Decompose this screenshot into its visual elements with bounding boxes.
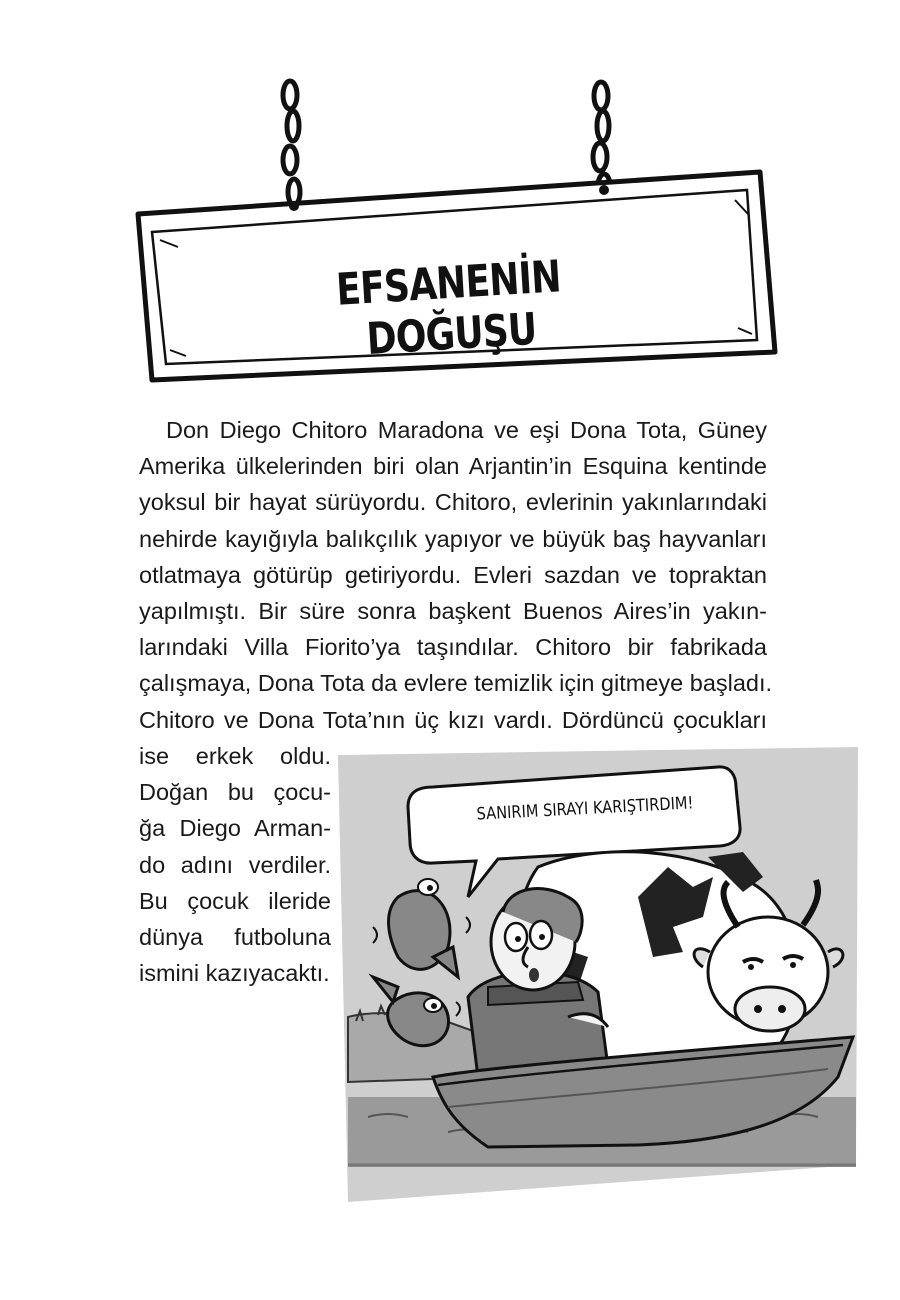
text-line: ğa Diego Arman- bbox=[139, 815, 331, 842]
text-line: ise erkek oldu. bbox=[139, 743, 331, 769]
text-line: Doğan bu çocu- bbox=[139, 779, 331, 806]
text-line: yapılmıştı. Bir süre sonra başkent Buenos Aires’in yakın- bbox=[139, 598, 767, 625]
text-line: do adını verdiler. bbox=[139, 851, 331, 878]
body-paragraph bbox=[139, 412, 773, 738]
text-line: Chitoro ve Dona Tota’nın üç kızı vardı. Dördüncü çocukları bbox=[139, 706, 767, 733]
text-line: otlatmaya götürüp getiriyordu. Evleri sazdan ve topraktan bbox=[139, 561, 767, 588]
text-line: yoksul bir hayat sürüyordu. Chitoro, evlerinin yakınlarındaki bbox=[139, 489, 767, 516]
text-line: Don Diego Chitoro Maradona ve eşi Dona Tota, Güney bbox=[166, 417, 767, 443]
text-line: nehirde kayığıyla balıkçılık yapıyor ve büyük baş hayvanları bbox=[139, 525, 767, 552]
text-line: çalışmaya, Dona Tota da evlere temizlik için gitmeye başladı. bbox=[139, 670, 773, 697]
text-line: ismini kazıyacaktı. bbox=[139, 960, 330, 987]
left-chain-icon bbox=[283, 81, 300, 205]
text-line: larındaki Villa Fiorito’ya taşındılar. Chitoro bir fabrikada bbox=[139, 634, 767, 661]
text-line: Bu çocuk ileride bbox=[139, 887, 331, 914]
text-line: dünya futboluna bbox=[139, 924, 331, 951]
side-paragraph bbox=[139, 738, 331, 991]
chapter-title: EFSANENİN DOĞUŞU bbox=[334, 251, 563, 366]
text-line: Amerika ülkelerinden biri olan Arjantin’in Esquina kentinde bbox=[139, 453, 767, 480]
speech-bubble-text: SANIRIM SIRAYI KARIŞTIRDIM! bbox=[476, 793, 694, 825]
